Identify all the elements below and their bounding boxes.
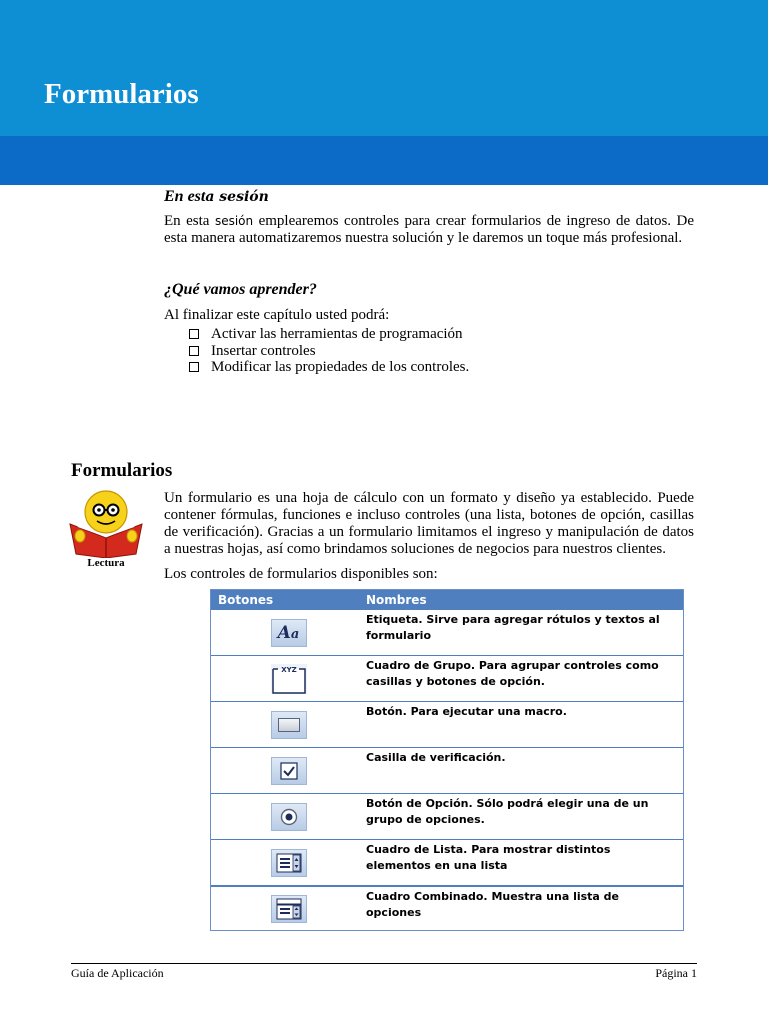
table-header (211, 590, 683, 609)
section-title: Formularios (71, 460, 173, 481)
svg-text:XYZ: XYZ (280, 665, 297, 674)
button-icon (271, 711, 307, 739)
table-row: Cuadro Combinado. Muestra una lista de opciones (211, 885, 683, 931)
checkbox-icon (271, 757, 307, 785)
section-paragraph: Un formulario es una hoja de cálculo con un formato y diseño ya establecido. Puede contener fórmulas, funciones e incluso controles (una lista, botones de opción, casillas de verificación). Gracias a un formulario limitamos el ingreso y manipulación de datos a nuestras hojas, así como brindamos soluciones de negocios para nuestros clientes. (164, 490, 694, 557)
page-number: Página 1 (655, 966, 697, 980)
footer-title: Guía de Aplicación (71, 966, 164, 980)
learn-block (164, 281, 694, 324)
header-banner-stripe (0, 136, 768, 185)
table-row: XYZ Cuadro de Grupo. Para agrupar controles como casillas y botones de opción. (211, 655, 683, 701)
column-header-names: Nombres (366, 592, 427, 607)
option-button-icon (271, 803, 307, 831)
combo-box-icon (271, 895, 307, 923)
page-title: Formularios (44, 78, 199, 110)
group-box-icon (270, 663, 308, 695)
list-item: Insertar controles (189, 343, 469, 360)
label-aa-icon: Aa (271, 619, 307, 647)
reading-smiley-icon (66, 488, 148, 558)
checkbox-icon (189, 329, 199, 339)
learn-intro: Al finalizar este capítulo usted podrá: (164, 307, 390, 323)
section-body (164, 490, 694, 583)
learn-heading: ¿Qué vamos aprender? (164, 281, 317, 298)
session-heading: En esta sesión (164, 188, 269, 205)
table-row: Casilla de verificación. (211, 747, 683, 793)
checkbox-icon (189, 346, 199, 356)
column-header-buttons: Botones (218, 592, 274, 607)
header-banner (0, 0, 768, 136)
controls-table (210, 589, 684, 931)
list-item: Activar las herramientas de programación (189, 326, 469, 343)
table-row: Aa Etiqueta. Sirve para agregar rótulos y textos al formulario (211, 609, 683, 655)
table-row: Botón. Para ejecutar una macro. (211, 701, 683, 747)
session-text: En esta sesión emplearemos controles para crear formularios de ingreso de datos. De esta manera automatizaremos nuestra solución y le daremos un toque más profesional. (164, 213, 695, 246)
table-row: Cuadro de Lista. Para mostrar distintos elementos en una lista (211, 839, 683, 885)
list-box-icon (271, 849, 307, 877)
controls-intro: Los controles de formularios disponibles son: (164, 566, 438, 582)
objectives-list (189, 326, 469, 376)
list-item: Modificar las propiedades de los controles. (189, 359, 469, 376)
session-block (164, 188, 694, 247)
icon-caption: Lectura (87, 557, 125, 569)
checkbox-icon (189, 362, 199, 372)
table-row: Botón de Opción. Sólo podrá elegir una de un grupo de opciones. (211, 793, 683, 839)
footer-divider (71, 963, 697, 964)
